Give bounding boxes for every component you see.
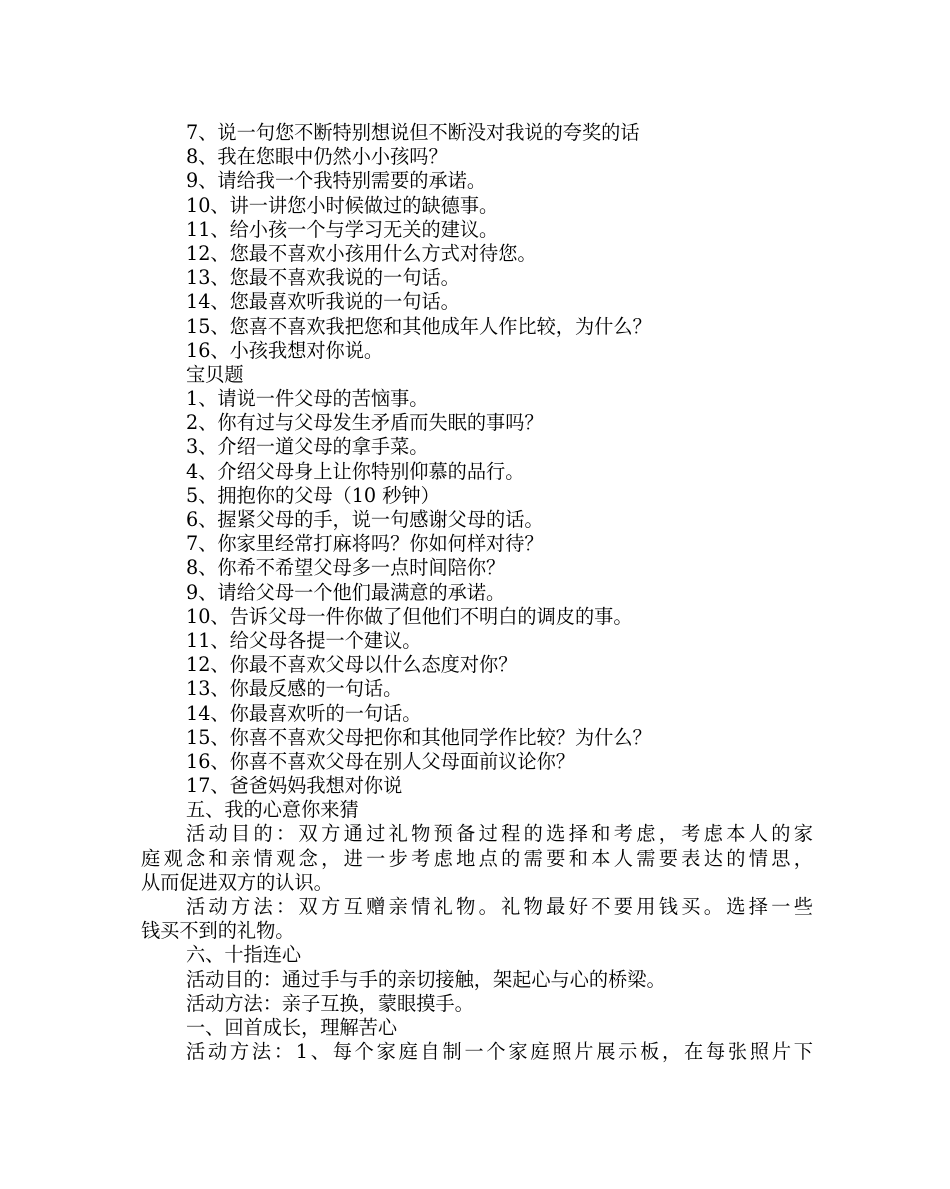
child-question: 7、你家里经常打麻将吗？你如何样对待？ <box>186 532 544 556</box>
child-question: 10、告诉父母一件你做了但他们不明白的调皮的事。 <box>186 604 633 628</box>
child-question: 14、你最喜欢听的一句话。 <box>186 701 422 725</box>
section-one-method: 活动方法：1、每个家庭自制一个家庭照片展示板，在每张照片下 <box>186 1040 813 1064</box>
section-five-method-line: 钱买不到的礼物。 <box>141 919 295 943</box>
child-question: 3、介绍一道父母的拿手菜。 <box>186 435 429 459</box>
parent-question: 8、我在您眼中仍然小小孩吗？ <box>186 145 448 169</box>
parent-question: 14、您最喜欢听我说的一句话。 <box>186 290 460 314</box>
section-five-title: 五、我的心意你来猜 <box>186 798 359 822</box>
child-question: 4、介绍父母身上让你特别仰慕的品行。 <box>186 459 525 483</box>
child-question: 12、你最不喜欢父母以什么态度对你？ <box>186 653 518 677</box>
child-question: 8、你希不希望父母多一点时间陪你？ <box>186 556 506 580</box>
child-question: 9、请给父母一个他们最满意的承诺。 <box>186 580 506 604</box>
child-question: 15、你喜不喜欢父母把你和其他同学作比较？为什么？ <box>186 725 652 749</box>
child-question: 16、你喜不喜欢父母在别人父母面前议论你？ <box>186 749 575 773</box>
child-question: 1、请说一件父母的苦恼事。 <box>186 387 429 411</box>
section-five-purpose-line: 从而促进双方的认识。 <box>141 870 333 894</box>
child-question: 6、握紧父母的手，说一句感谢父母的话。 <box>186 508 544 531</box>
document-body <box>141 121 813 1064</box>
parent-question: 9、请给我一个我特别需要的承诺。 <box>186 169 487 193</box>
child-question: 11、给父母各提一个建议。 <box>186 628 422 652</box>
parent-question: 11、给小孩一个与学习无关的建议。 <box>186 217 499 241</box>
child-question: 13、你最反感的一句话。 <box>186 677 403 701</box>
section-six-purpose: 活动目的：通过手与手的亲切接触，架起心与心的桥梁。 <box>186 967 666 991</box>
section-one-title: 一、回首成长，理解苦心 <box>186 1015 398 1039</box>
parent-question: 13、您最不喜欢我说的一句话。 <box>186 266 460 290</box>
section-six-method: 活动方法：亲子互换，蒙眼摸手。 <box>186 991 474 1015</box>
parent-question: 12、您最不喜欢小孩用什么方式对待您。 <box>186 241 537 265</box>
section-five-purpose-line: 庭观念和亲情观念，进一步考虑地点的需要和本人需要表达的情思， <box>141 846 813 870</box>
child-question: 2、你有过与父母发生矛盾而失眠的事吗？ <box>186 411 544 435</box>
child-question: 17、爸爸妈妈我想对你说 <box>186 774 403 798</box>
parent-question: 7、说一句您不断特别想说但不断没对我说的夸奖的话 <box>186 121 640 144</box>
section-five-purpose-line: 活动目的：双方通过礼物预备过程的选择和考虑，考虑本人的家 <box>186 822 813 846</box>
parent-question: 15、您喜不喜欢我把您和其他成年人作比较，为什么？ <box>186 314 652 338</box>
child-section-title: 宝贝题 <box>186 362 244 386</box>
child-question: 5、拥抱你的父母（10 秒钟） <box>186 483 440 507</box>
parent-question: 16、小孩我想对你说。 <box>186 338 384 362</box>
parent-question: 10、讲一讲您小时候做过的缺德事。 <box>186 193 499 217</box>
section-five-method-line: 活动方法：双方互赠亲情礼物。礼物最好不要用钱买。选择一些 <box>186 895 813 918</box>
section-six-title: 六、十指连心 <box>186 943 302 967</box>
